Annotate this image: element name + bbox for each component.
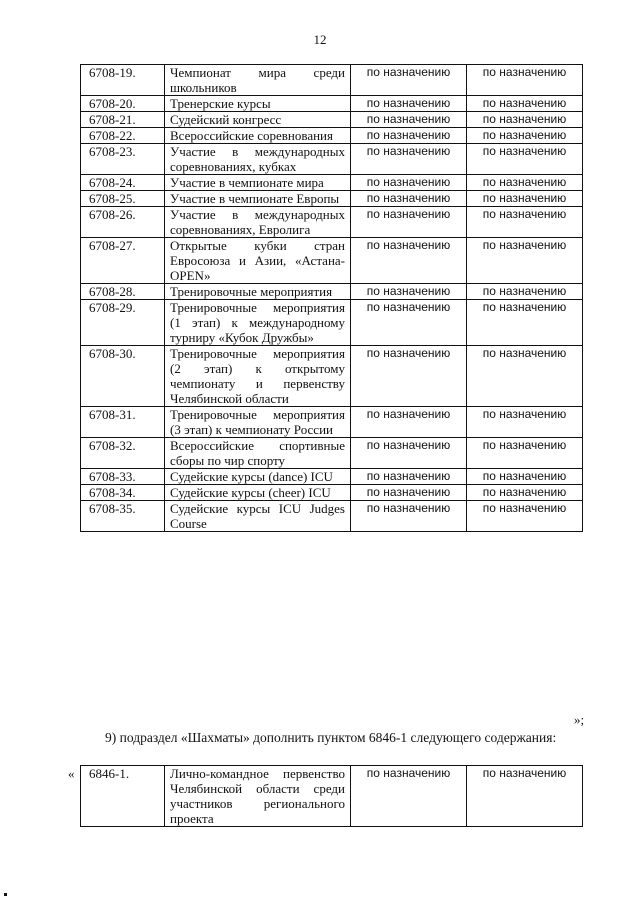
row-name: Тренировочные мероприятия (165, 284, 351, 300)
row-name: Тренировочные мероприятия (2 этап) к открытому чемпионату и первенству Челябинской области (165, 346, 351, 407)
table-row (81, 128, 583, 144)
row-value-b: по назначению (467, 407, 583, 438)
row-code: 6708-19. (81, 65, 165, 96)
row-value-a: по назначению (351, 65, 467, 96)
row-code: 6708-34. (81, 485, 165, 501)
table-row (81, 407, 583, 438)
table-row (81, 112, 583, 128)
row-name: Лично-командное первенство Челябинской области среди участников регионального проекта (165, 766, 351, 827)
table-row (81, 485, 583, 501)
table-row (81, 144, 583, 175)
row-value-b: по назначению (467, 766, 583, 827)
row-code: 6708-22. (81, 128, 165, 144)
row-code: 6708-21. (81, 112, 165, 128)
row-value-b: по назначению (467, 96, 583, 112)
row-value-b: по назначению (467, 65, 583, 96)
row-value-b: по назначению (467, 175, 583, 191)
amendment-paragraph: 9) подраздел «Шахматы» дополнить пунктом 6846-1 следующего содержания: (105, 730, 557, 745)
row-value-a: по назначению (351, 766, 467, 827)
table-row (81, 501, 583, 532)
row-value-a: по назначению (351, 300, 467, 346)
row-value-a: по назначению (351, 144, 467, 175)
row-value-b: по назначению (467, 238, 583, 284)
row-value-a: по назначению (351, 438, 467, 469)
row-value-b: по назначению (467, 485, 583, 501)
row-value-b: по назначению (467, 144, 583, 175)
row-code: 6708-27. (81, 238, 165, 284)
row-value-a: по назначению (351, 112, 467, 128)
row-name: Открытые кубки стран Евросоюза и Азии, «Астана-OPEN» (165, 238, 351, 284)
row-code: 6708-30. (81, 346, 165, 407)
row-value-a: по назначению (351, 238, 467, 284)
row-value-b: по назначению (467, 284, 583, 300)
row-value-b: по назначению (467, 438, 583, 469)
margin-mark (4, 893, 7, 896)
table-row (81, 469, 583, 485)
row-value-a: по назначению (351, 346, 467, 407)
table-row (81, 175, 583, 191)
row-name: Тренерские курсы (165, 96, 351, 112)
row-value-a: по назначению (351, 469, 467, 485)
row-name: Судейские курсы (dance) ICU (165, 469, 351, 485)
row-name: Судейский конгресс (165, 112, 351, 128)
closing-quote: »; (574, 712, 585, 727)
row-name: Участие в международных соревнованиях, Евролига (165, 207, 351, 238)
table-row (81, 284, 583, 300)
row-name: Участие в чемпионате мира (165, 175, 351, 191)
row-value-b: по назначению (467, 191, 583, 207)
row-value-b: по назначению (467, 112, 583, 128)
row-value-a: по назначению (351, 207, 467, 238)
row-value-b: по назначению (467, 346, 583, 407)
row-value-b: по назначению (467, 501, 583, 532)
table-row (81, 438, 583, 469)
row-code: 6708-25. (81, 191, 165, 207)
table-row (81, 300, 583, 346)
row-code: 6708-32. (81, 438, 165, 469)
table-row (81, 65, 583, 96)
row-name: Чемпионат мира среди школьников (165, 65, 351, 96)
row-name: Судейские курсы (cheer) ICU (165, 485, 351, 501)
table-row (81, 238, 583, 284)
row-value-b: по назначению (467, 300, 583, 346)
table-row (81, 207, 583, 238)
row-value-b: по назначению (467, 207, 583, 238)
row-value-b: по назначению (467, 128, 583, 144)
row-code: 6708-31. (81, 407, 165, 438)
table-row (81, 191, 583, 207)
row-name: Тренировочные мероприятия (3 этап) к чемпионату России (165, 407, 351, 438)
row-code: 6708-24. (81, 175, 165, 191)
opening-quote: « (68, 766, 75, 781)
table-row (81, 346, 583, 407)
row-code: 6708-33. (81, 469, 165, 485)
row-code: 6708-35. (81, 501, 165, 532)
row-code: 6708-26. (81, 207, 165, 238)
row-code: 6708-20. (81, 96, 165, 112)
row-name: Тренировочные мероприятия (1 этап) к международному турниру «Кубок Дружбы» (165, 300, 351, 346)
events-table (80, 64, 583, 532)
table-row (81, 96, 583, 112)
row-value-a: по назначению (351, 175, 467, 191)
chess-table (80, 765, 583, 827)
row-name: Участие в международных соревнованиях, кубках (165, 144, 351, 175)
row-name: Участие в чемпионате Европы (165, 191, 351, 207)
row-name: Всероссийские соревнования (165, 128, 351, 144)
row-code: 6846-1. (81, 766, 165, 827)
row-value-a: по назначению (351, 501, 467, 532)
row-value-a: по назначению (351, 284, 467, 300)
row-code: 6708-23. (81, 144, 165, 175)
row-value-b: по назначению (467, 469, 583, 485)
table-row (81, 766, 583, 827)
row-name: Всероссийские спортивные сборы по чир спорту (165, 438, 351, 469)
row-value-a: по назначению (351, 96, 467, 112)
row-code: 6708-29. (81, 300, 165, 346)
row-value-a: по назначению (351, 191, 467, 207)
row-value-a: по назначению (351, 128, 467, 144)
row-value-a: по назначению (351, 407, 467, 438)
row-code: 6708-28. (81, 284, 165, 300)
row-value-a: по назначению (351, 485, 467, 501)
page-number: 12 (313, 32, 327, 47)
row-name: Судейские курсы ICU Judges Course (165, 501, 351, 532)
